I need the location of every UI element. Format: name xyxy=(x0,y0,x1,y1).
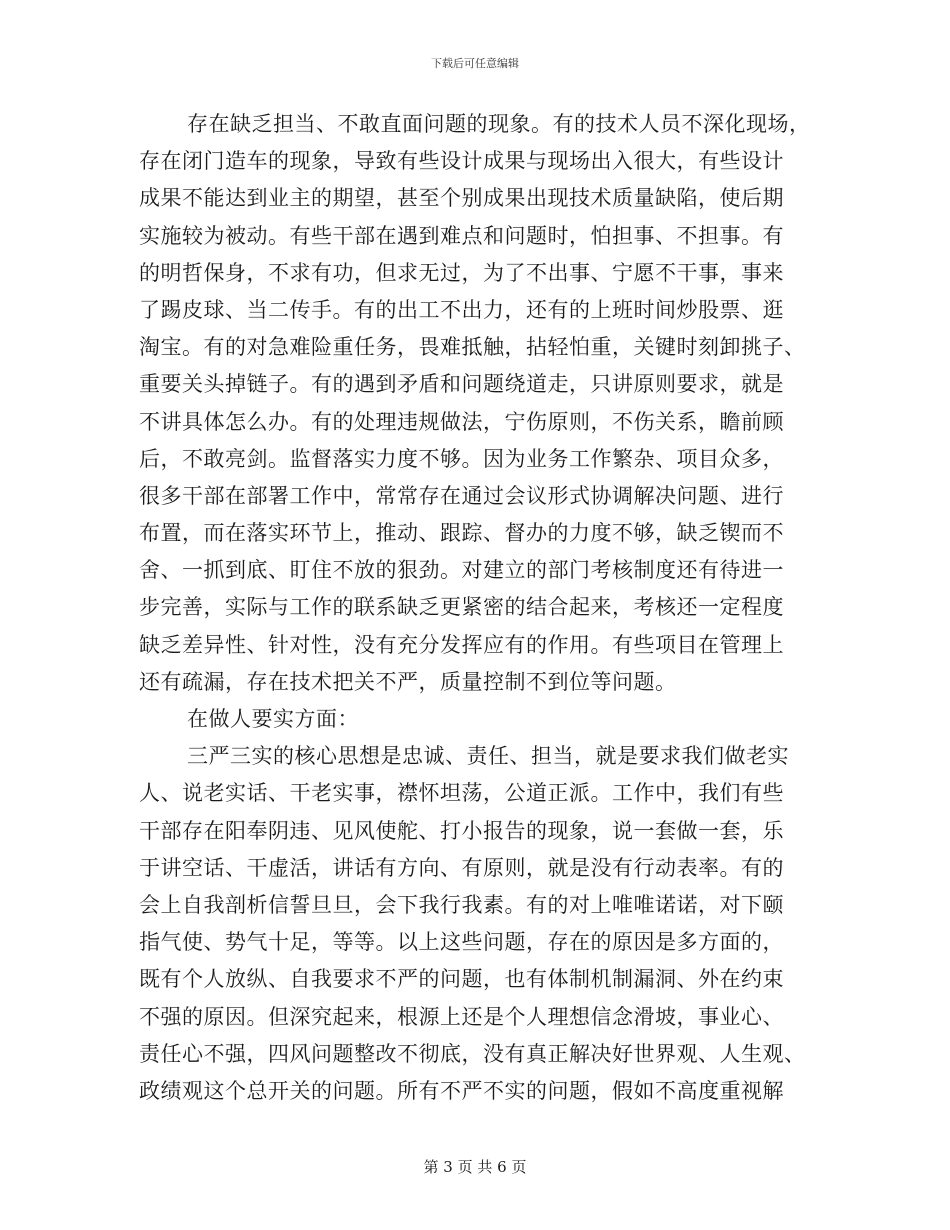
section-heading-paragraph xyxy=(139,701,809,738)
text-line: 步完善，实际与工作的联系缺乏更紧密的结合起来，考核还一定程度 xyxy=(139,595,784,620)
text-line: 于讲空话、干虚活，讲话有方向、有原则，就是没有行动表率。有的 xyxy=(139,855,784,880)
text-line: 不强的原因。但深究起来，根源上还是个人理想信念滑坡，事业心、 xyxy=(139,1004,784,1029)
text-line: 布置，而在落实环节上，推动、跟踪、督办的力度不够，缺乏锲而不 xyxy=(139,521,784,546)
text-line: 既有个人放纵、自我要求不严的问题，也有体制机制漏洞、外在约束 xyxy=(139,967,784,992)
section-heading: 在做人要实方面： xyxy=(187,707,359,731)
text-line: 人、说老实话、干老实事，襟怀坦荡，公道正派。工作中，我们有些 xyxy=(139,781,784,806)
page-header: 下载后可任意编辑 xyxy=(431,57,519,70)
text-line: 存在闭门造车的现象，导致有些设计成果与现场出入很大，有些设计 xyxy=(139,149,784,174)
page-footer: 第 3 页 共 6 页 xyxy=(423,1158,527,1176)
text-line: 舍、一抓到底、盯住不放的狠劲。对建立的部门考核制度还有待进一 xyxy=(139,558,784,583)
text-line: 淘宝。有的对急难险重任务，畏难抵触，拈轻怕重，关键时刻卸挑子、 xyxy=(139,335,806,360)
text-line: 缺乏差异性、针对性，没有充分发挥应有的作用。有些项目在管理上 xyxy=(139,632,784,657)
text-line: 政绩观这个总开关的问题。所有不严不实的问题，假如不高度重视解 xyxy=(139,1078,784,1103)
text-line: 很多干部在部署工作中，常常存在通过会议形式协调解决问题、进行 xyxy=(139,483,784,508)
paragraph xyxy=(139,106,809,701)
text-line: 后，不敢亮剑。监督落实力度不够。因为业务工作繁杂、项目众多， xyxy=(139,446,784,471)
text-line: 指气使、势气十足，等等。以上这些问题，存在的原因是多方面的， xyxy=(139,930,784,955)
text-line: 成果不能达到业主的期望，甚至个别成果出现技术质量缺陷，使后期 xyxy=(139,186,784,211)
text-line: 重要关头掉链子。有的遇到矛盾和问题绕道走，只讲原则要求，就是 xyxy=(139,372,784,397)
document-body xyxy=(139,106,809,1110)
text-line: 了踢皮球、当二传手。有的出工不出力，还有的上班时间炒股票、逛 xyxy=(139,297,784,322)
text-line: 会上自我剖析信誓旦旦，会下我行我素。有的对上唯唯诺诺，对下颐 xyxy=(139,892,784,917)
text-line: 还有疏漏，存在技术把关不严，质量控制不到位等问题。 xyxy=(139,669,677,694)
text-line: 责任心不强，四风问题整改不彻底，没有真正解决好世界观、人生观、 xyxy=(139,1041,806,1066)
text-line: 不讲具体怎么办。有的处理违规做法，宁伤原则，不伤关系，瞻前顾 xyxy=(139,409,784,434)
text-line: 干部存在阳奉阴违、见风使舵、打小报告的现象，说一套做一套，乐 xyxy=(139,818,784,843)
text-line: 的明哲保身，不求有功，但求无过，为了不出事、宁愿不干事，事来 xyxy=(139,260,784,285)
paragraph xyxy=(139,738,809,1110)
text-line: 实施较为被动。有些干部在遇到难点和问题时，怕担事、不担事。有 xyxy=(139,223,784,248)
text-line: 三严三实的核心思想是忠诚、责任、担当，就是要求我们做老实 xyxy=(187,744,789,769)
text-line: 存在缺乏担当、不敢直面问题的现象。有的技术人员不深化现场， xyxy=(187,112,811,136)
